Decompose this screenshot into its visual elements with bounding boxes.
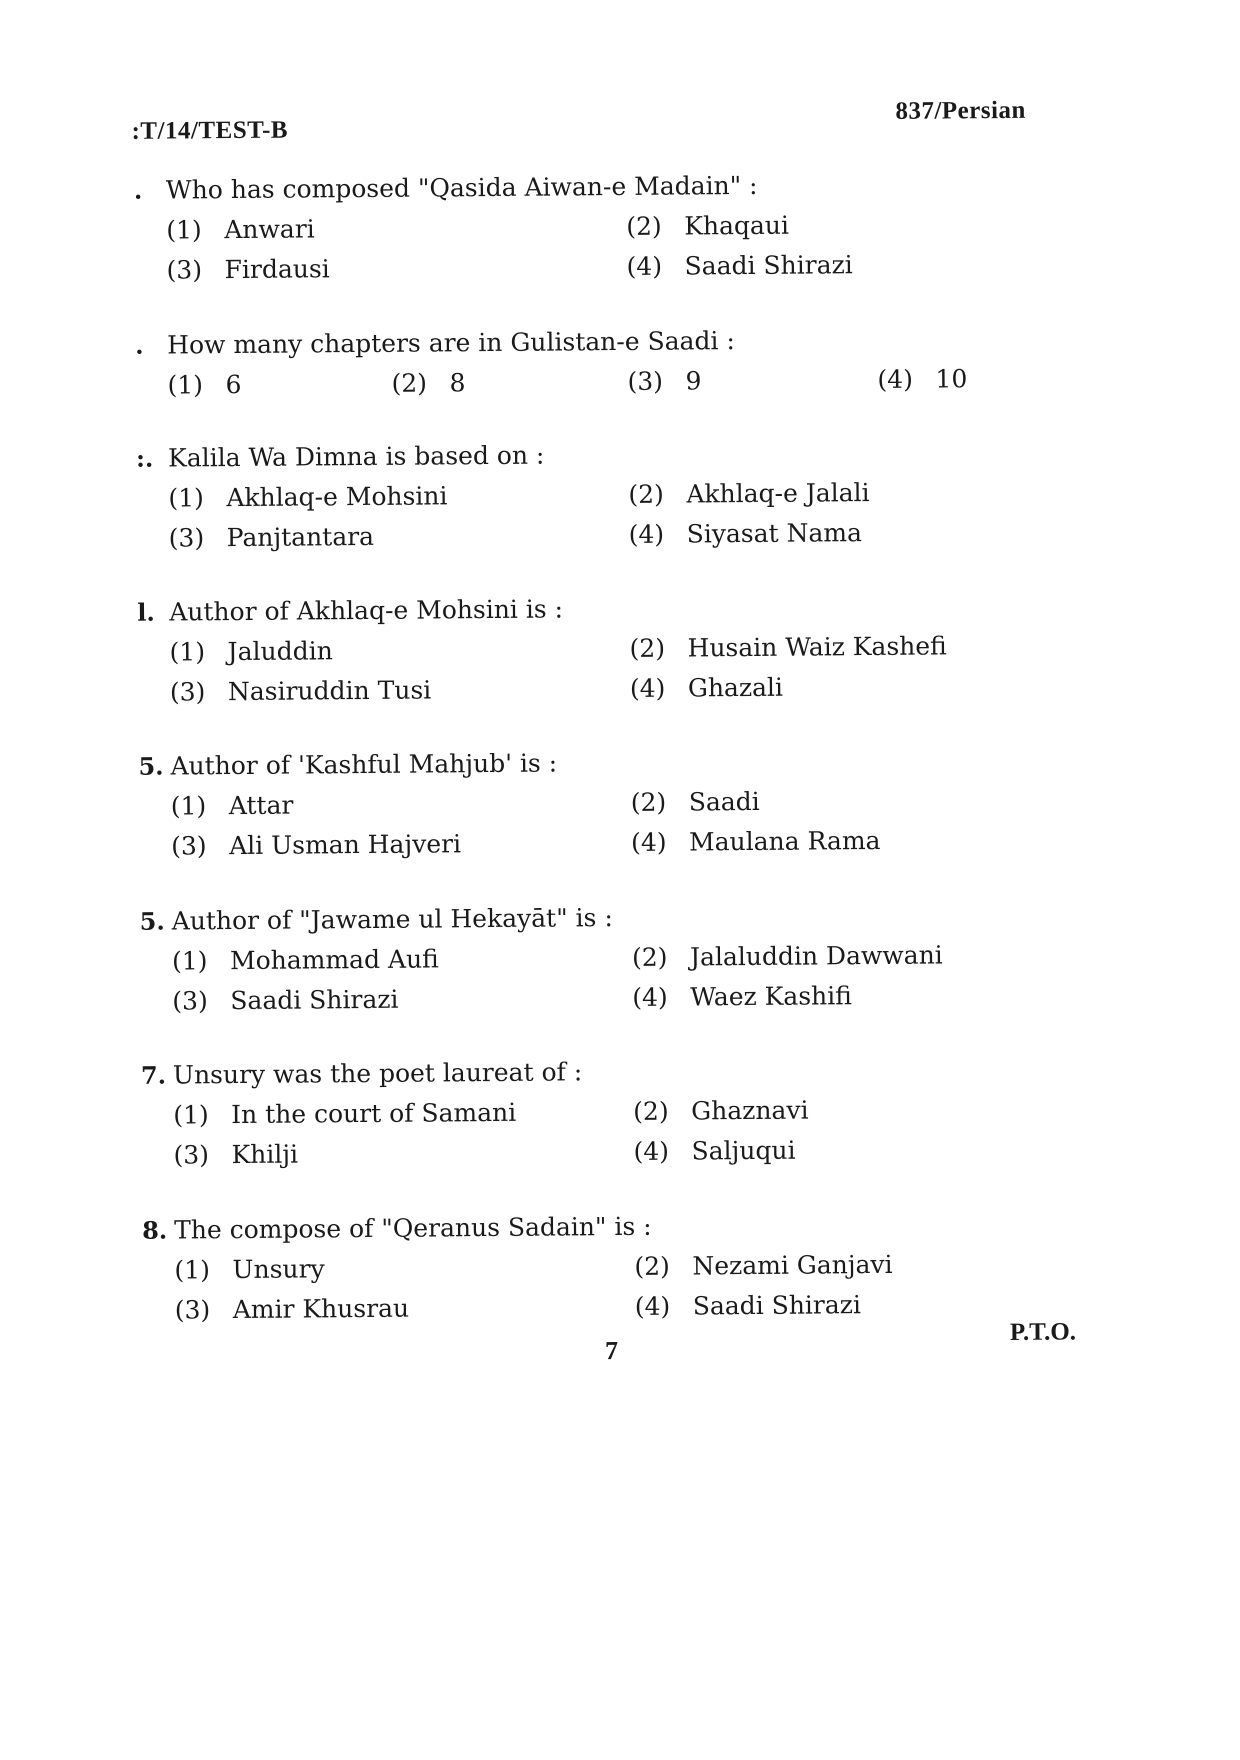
option-number: (2)	[630, 787, 667, 817]
option-label: Nasiruddin Tusi	[227, 675, 432, 707]
question-number: l.	[137, 597, 155, 627]
option-label: Saadi Shirazi	[684, 250, 853, 281]
option-4	[631, 826, 881, 857]
option-3	[172, 985, 398, 1016]
option-number: (2)	[634, 1251, 670, 1281]
question-number: .	[133, 175, 143, 205]
option-label: 9	[685, 366, 702, 396]
question-number: :.	[135, 443, 154, 473]
option-number: (1)	[170, 791, 207, 821]
option-label: Anwari	[224, 214, 315, 245]
question-2	[135, 324, 1036, 441]
question-7	[141, 1054, 1042, 1171]
pto-note: P.T.O.	[1009, 1318, 1077, 1346]
option-number: (3)	[169, 677, 206, 707]
option-label: Ghaznavi	[691, 1095, 809, 1126]
option-1	[171, 791, 294, 821]
option-label: Saadi Shirazi	[692, 1290, 862, 1321]
question-text: Who has composed "Qasida Aiwan-e Madain" :	[165, 170, 758, 205]
question-number: 5.	[138, 751, 164, 781]
option-2	[632, 940, 943, 971]
option-1	[168, 481, 447, 512]
option-label: Panjtantara	[226, 521, 375, 553]
option-number: (2)	[633, 1096, 669, 1126]
option-label: Khilji	[231, 1139, 299, 1170]
option-label: Amir Khusrau	[232, 1293, 410, 1325]
question-number: 7.	[140, 1060, 167, 1090]
option-4	[632, 981, 852, 1012]
option-number: (4)	[629, 673, 666, 703]
option-4	[626, 250, 852, 281]
option-number: (2)	[629, 633, 666, 663]
option-number: (1)	[174, 1255, 210, 1285]
option-number: (3)	[172, 986, 208, 1016]
option-3	[171, 829, 461, 860]
option-number: (1)	[173, 1100, 209, 1130]
option-label: Unsury	[232, 1254, 325, 1285]
option-3	[170, 675, 432, 706]
option-3	[627, 366, 701, 396]
option-label: 6	[225, 369, 242, 400]
question-8	[142, 1209, 1043, 1326]
question-number: 5.	[139, 906, 165, 936]
question-text: Unsury was the poet laureat of :	[172, 1057, 583, 1090]
question-text: Author of 'Kashful Mahjub' is :	[170, 748, 558, 781]
option-2	[628, 478, 869, 509]
option-2	[633, 1096, 809, 1126]
question-3	[136, 437, 1037, 554]
option-label: 10	[935, 364, 968, 394]
option-number: (3)	[174, 1295, 211, 1325]
question-number: .	[135, 330, 144, 360]
option-1	[169, 636, 332, 666]
option-1	[166, 214, 315, 244]
option-2	[634, 1250, 892, 1281]
option-number: (3)	[166, 255, 203, 285]
option-3	[169, 522, 375, 553]
option-label: Maulana Rama	[689, 825, 881, 857]
option-label: Waez Kashifi	[690, 981, 852, 1012]
question-5	[138, 745, 1039, 862]
option-number: (2)	[628, 479, 664, 509]
question-text: Kalila Wa Dimna is based on :	[167, 440, 545, 473]
option-4	[635, 1290, 861, 1321]
question-1	[134, 169, 1035, 286]
option-number: (4)	[877, 364, 914, 394]
question-number: 8.	[142, 1215, 168, 1245]
option-label: Khaqaui	[684, 210, 790, 241]
option-number: (1)	[171, 946, 208, 976]
option-label: Jaluddin	[227, 636, 333, 667]
option-number: (2)	[626, 211, 662, 241]
question-4	[137, 591, 1038, 708]
option-number: (1)	[166, 215, 202, 245]
option-4	[629, 518, 863, 549]
option-2	[631, 787, 760, 817]
option-number: (3)	[171, 831, 207, 861]
option-1	[167, 370, 241, 400]
option-3	[175, 1294, 410, 1325]
option-number: (3)	[627, 366, 664, 396]
question-text: The compose of "Qeranus Sadain" is :	[174, 1211, 652, 1245]
option-number: (1)	[167, 370, 204, 400]
option-label: Husain Waiz Kashefi	[687, 631, 947, 663]
option-label: Ali Usman Hajveri	[229, 829, 462, 861]
option-number: (1)	[168, 483, 204, 513]
option-2	[629, 631, 946, 662]
option-label: Jalaluddin Dawwani	[689, 940, 943, 972]
option-label: Akhlaq-e Mohsini	[226, 481, 448, 513]
subject-code: 837/Persian	[895, 96, 1026, 125]
option-label: Saljuqui	[691, 1135, 796, 1166]
option-label: Firdausi	[224, 254, 330, 285]
option-number: (4)	[626, 251, 663, 281]
option-label: Akhlaq-e Jalali	[686, 478, 870, 509]
option-3	[166, 254, 329, 284]
option-number: (4)	[632, 982, 668, 1012]
option-label: Mohammad Aufi	[229, 944, 439, 976]
option-label: 8	[449, 368, 466, 398]
option-number: (3)	[173, 1140, 210, 1170]
option-1	[173, 1098, 516, 1130]
paper-code: :T/14/TEST-B	[131, 116, 289, 145]
question-6	[140, 900, 1041, 1017]
option-number: (4)	[628, 519, 665, 549]
option-label: Ghazali	[687, 672, 784, 703]
option-3	[173, 1140, 298, 1170]
option-label: Siyasat Nama	[686, 518, 863, 549]
option-4	[877, 364, 967, 394]
question-text: Author of "Jawame ul Hekayāt" is :	[171, 903, 613, 936]
option-number: (4)	[634, 1291, 671, 1321]
option-label: Saadi Shirazi	[230, 984, 399, 1016]
option-2	[626, 211, 789, 241]
option-4	[630, 673, 783, 703]
option-number: (2)	[391, 368, 428, 398]
option-4	[633, 1136, 795, 1166]
option-1	[172, 944, 439, 975]
option-label: In the court of Samani	[231, 1097, 517, 1130]
option-number: (2)	[631, 942, 668, 972]
option-number: (3)	[168, 523, 205, 553]
option-1	[174, 1254, 324, 1284]
option-label: Saadi	[688, 786, 760, 817]
option-number: (4)	[633, 1136, 670, 1166]
page-number: 7	[604, 1336, 619, 1366]
option-label: Attar	[228, 790, 294, 821]
option-label: Nezami Ganjavi	[692, 1249, 893, 1281]
question-text: How many chapters are in Gulistan-e Saadi :	[167, 326, 735, 360]
question-text: Author of Akhlaq-e Mohsini is :	[169, 594, 564, 627]
option-2	[391, 368, 465, 398]
option-number: (1)	[169, 637, 206, 667]
option-number: (4)	[631, 827, 667, 857]
